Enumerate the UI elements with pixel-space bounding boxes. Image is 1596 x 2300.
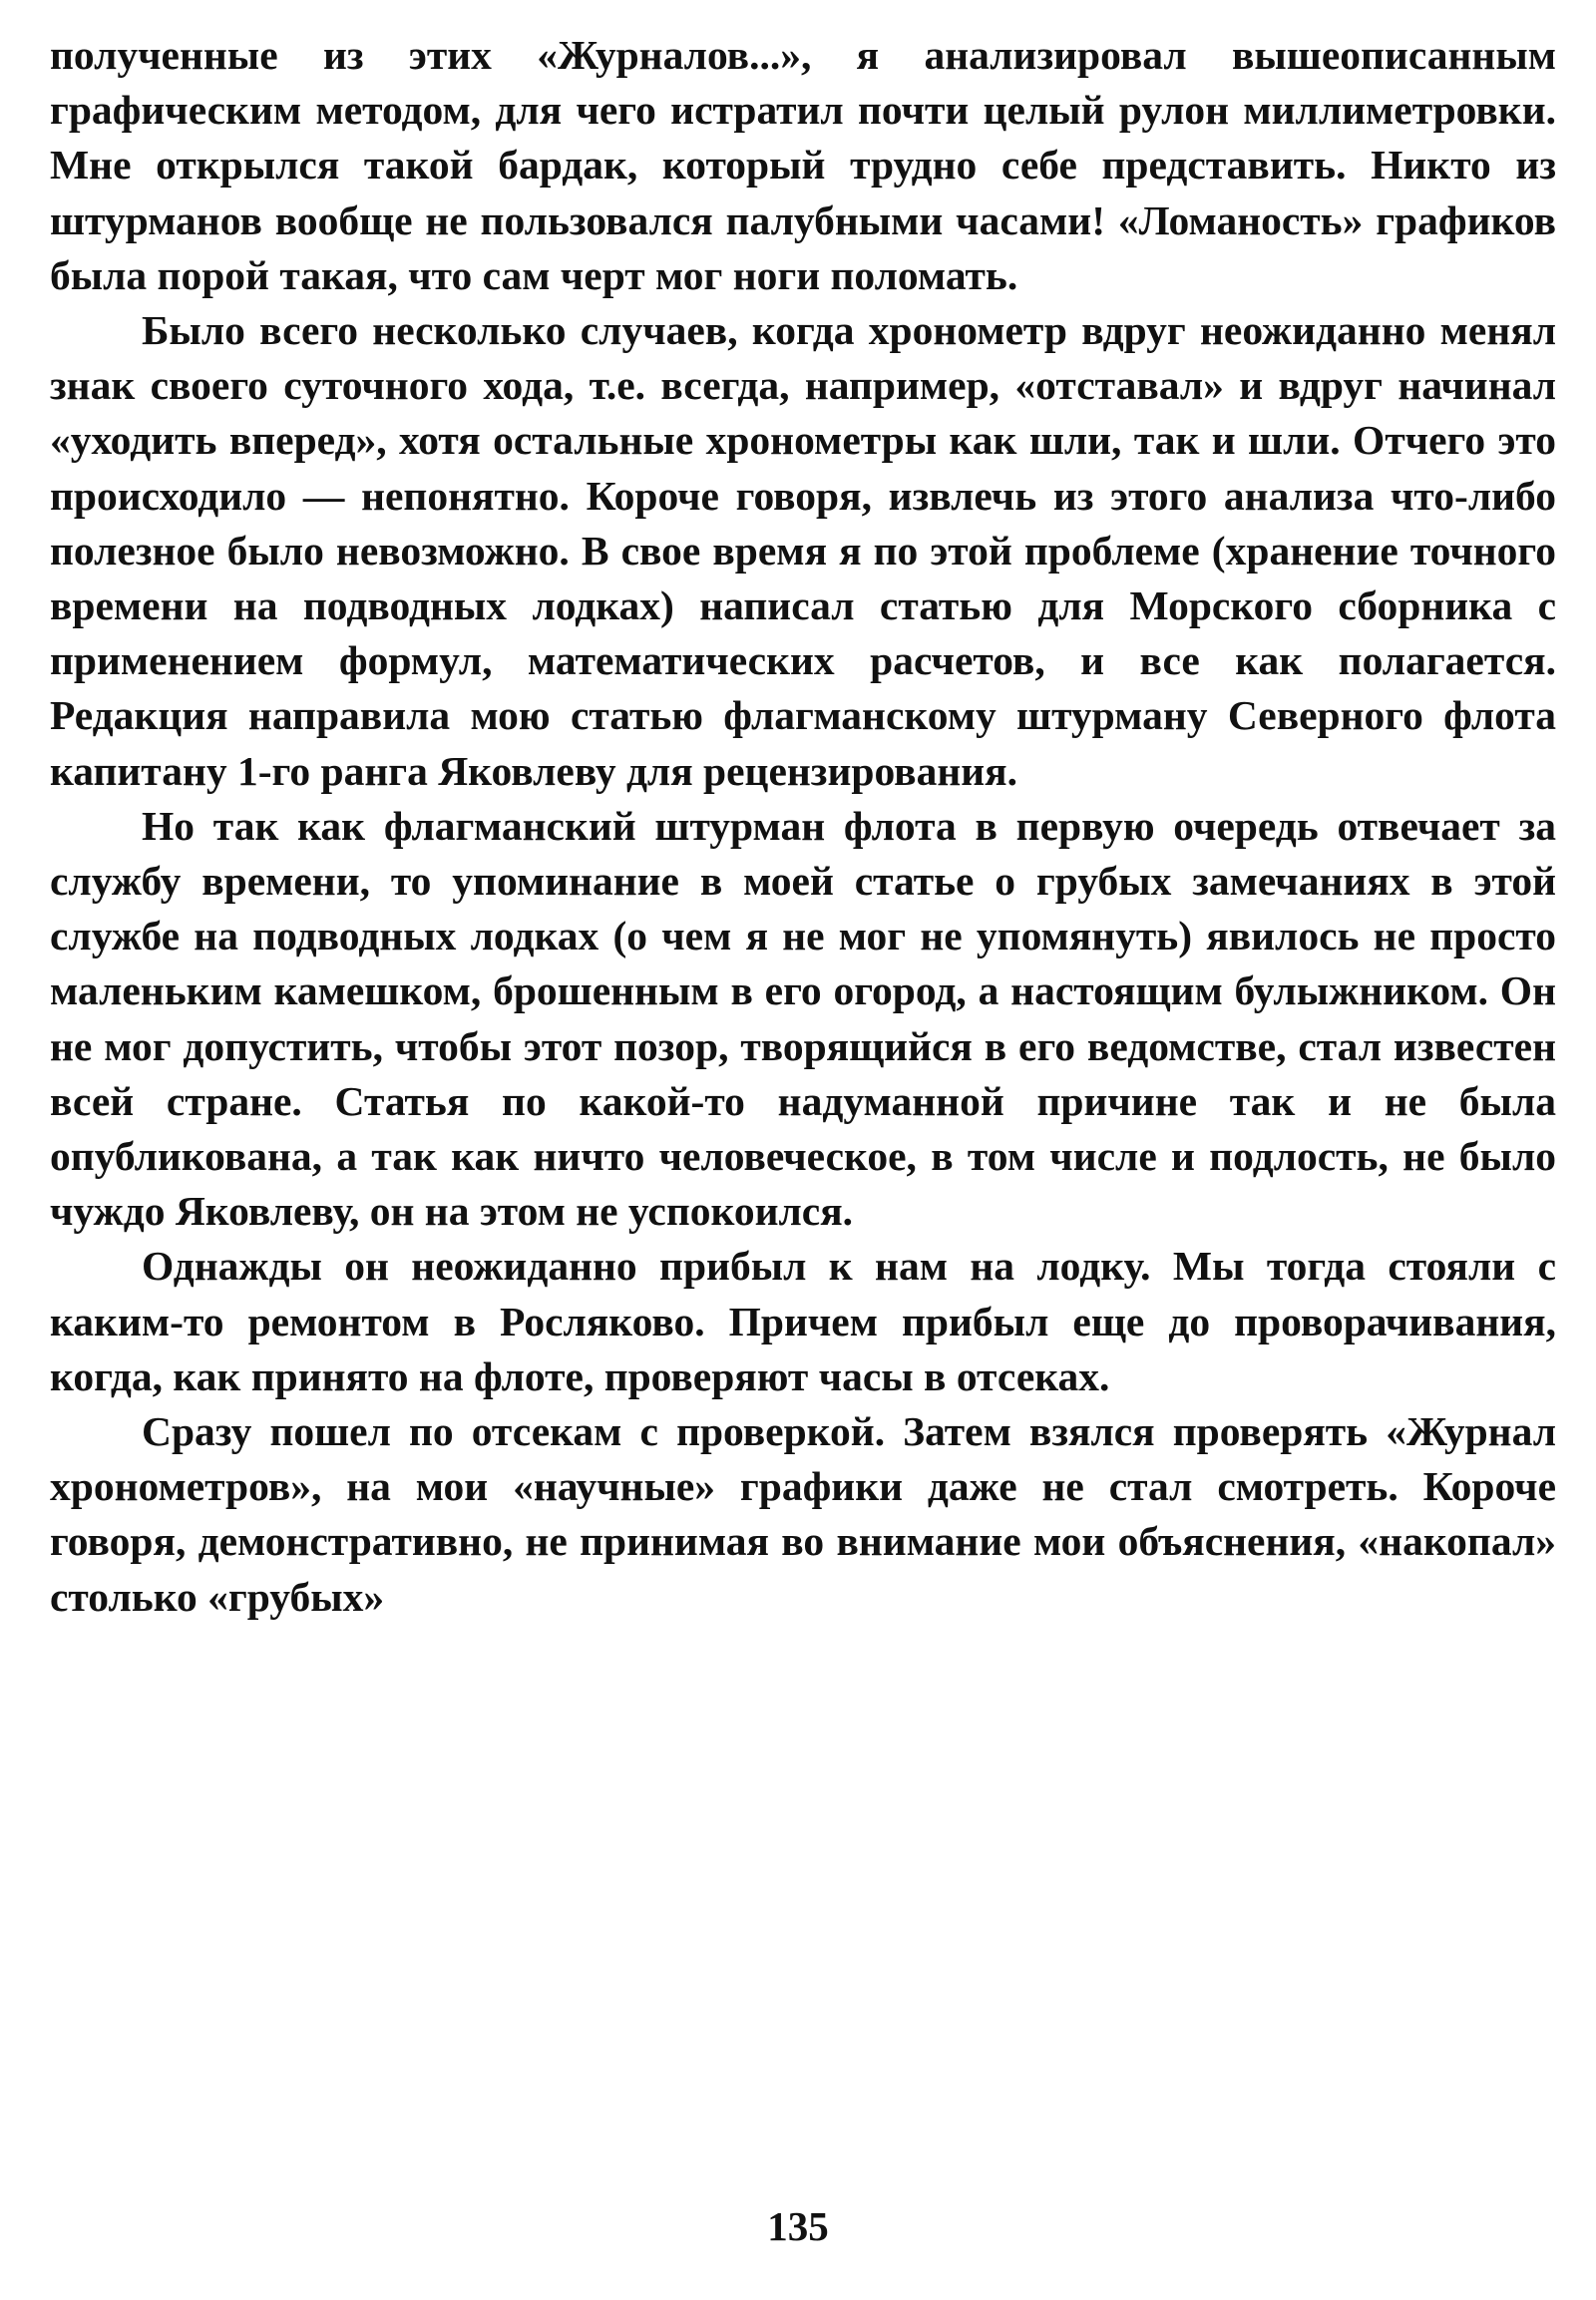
page-text — [50, 28, 1556, 2262]
paragraph-1: полученные из этих «Журналов...», я анализировал вышеописанным графическим методом, для чего истратил почти целый рулон миллиметровки. Мне открылся такой бардак, который трудно себе представить. Никто из штурманов вообще не пользовался палубными часами! «Ломаность» графиков была порой такая, что сам черт мог ноги поломать. — [50, 32, 1556, 298]
paragraph-2: Было всего несколько случаев, когда хронометр вдруг неожиданно менял знак своего суточного хода, т.е. всегда, например, «отставал» и вдруг начинал «уходить вперед», хотя остальные хронометры как шли, так и шли. Отчего это происходило — непонятно. Короче говоря, извлечь из этого анализа что-либо полезное было невозможно. В свое время я по этой проблеме (хранение точного времени на подводных лодках) написал статью для Морского сборника с применением формул, математических расчетов, и все как полагается. Редакция направила мою статью флагманскому штурману Северного флота капитану 1-го ранга Яковлеву для рецензирования. — [50, 307, 1556, 794]
paragraph-4: Однажды он неожиданно прибыл к нам на лодку. Мы тогда стояли с каким-то ремонтом в Росляково. Причем прибыл еще до проворачивания, когда, как принято на флоте, проверяют часы в отсеках. — [50, 1243, 1556, 1399]
paragraph-5: Сразу пошел по отсекам с проверкой. Затем взялся проверять «Журнал хронометров», на мои «научные» графики даже не стал смотреть. Короче говоря, демонстративно, не принимая во внимание мои объяснения, «накопал» столько «грубых» — [50, 1408, 1556, 1620]
page-number: 135 — [767, 2203, 829, 2249]
paragraph-3: Но так как флагманский штурман флота в первую очередь отвечает за службу времени, то упоминание в моей статье о грубых замечаниях в этой службе на подводных лодках (о чем я не мог не упомянуть) явилось не просто маленьким камешком, брошенным в его огород, а настоящим булыжником. Он не мог допустить, чтобы этот позор, творящийся в его ведомстве, стал известен всей стране. Статья по какой-то надуманной причине так и не была опубликована, а так как ничто человеческое, в том числе и подлость, не было чуждо Яковлеву, он на этом не успокоился. — [50, 802, 1556, 1235]
